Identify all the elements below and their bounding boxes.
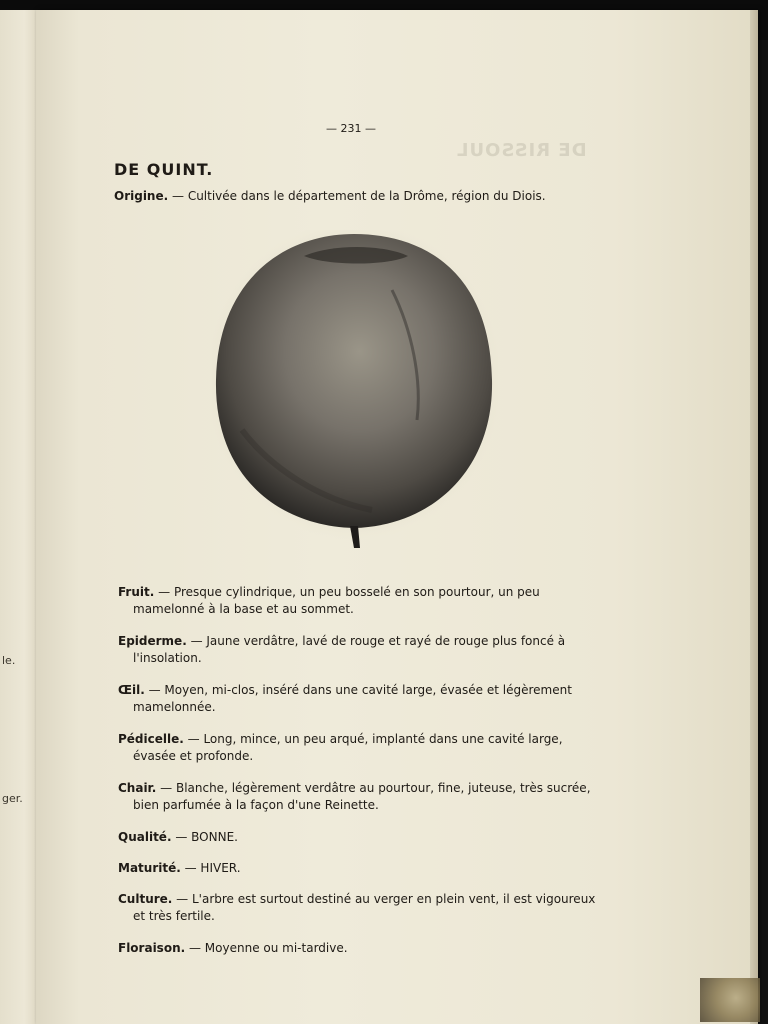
description-list (118, 584, 608, 971)
entry-text: — BONNE. (171, 830, 238, 844)
entry-qualite (118, 829, 608, 846)
page-edge-shadow (750, 10, 758, 1024)
entry-oeil (118, 682, 608, 716)
book-page (36, 10, 758, 1024)
entry-label: Floraison. (118, 941, 186, 955)
left-page-fragment: ger. (2, 792, 23, 805)
entry-label: Epiderme. (118, 634, 187, 648)
entry-label: Œil. (118, 683, 145, 697)
apple-illustration (212, 230, 498, 560)
entry-chair (118, 780, 608, 814)
origin-line (114, 189, 546, 203)
entry-text: — Long, mince, un peu arqué, implanté dans une cavité large, évasée et profonde. (133, 732, 563, 763)
entry-text: — Blanche, légèrement verdâtre au pourtour, fine, juteuse, très sucrée, bien parfumée à la façon d'une Reinette. (133, 781, 591, 812)
origin-label: Origine. (114, 189, 169, 203)
entry-text: — HIVER. (180, 861, 241, 875)
entry-label: Maturité. (118, 861, 181, 875)
entry-floraison (118, 940, 608, 957)
entry-label: Qualité. (118, 830, 172, 844)
page-title: DE QUINT. (114, 160, 214, 179)
entry-text: — Moyenne ou mi-tardive. (185, 941, 348, 955)
entry-text: — L'arbre est surtout destiné au verger en plein vent, il est vigoureux et très fertile. (133, 892, 596, 923)
entry-maturite (118, 860, 608, 877)
entry-text: — Presque cylindrique, un peu bosselé en son pourtour, un peu mamelonné à la base et au sommet. (133, 585, 540, 616)
entry-fruit (118, 584, 608, 618)
entry-text: — Jaune verdâtre, lavé de rouge et rayé de rouge plus foncé à l'insolation. (133, 634, 566, 665)
entry-label: Culture. (118, 892, 173, 906)
watermark-thumbnail (700, 978, 760, 1022)
left-page-fragment: le. (2, 654, 16, 667)
page-number: — 231 — (326, 122, 376, 135)
origin-text: — Cultivée dans le département de la Drôme, région du Diois. (168, 189, 546, 203)
entry-pedicelle (118, 731, 608, 765)
entry-epiderme (118, 633, 608, 667)
entry-culture (118, 891, 608, 925)
entry-text: — Moyen, mi-clos, inséré dans une cavité large, évasée et légèrement mamelonnée. (133, 683, 572, 714)
bleed-through-title: DE RISSOUL (456, 140, 587, 161)
entry-label: Chair. (118, 781, 157, 795)
entry-label: Fruit. (118, 585, 155, 599)
entry-label: Pédicelle. (118, 732, 184, 746)
